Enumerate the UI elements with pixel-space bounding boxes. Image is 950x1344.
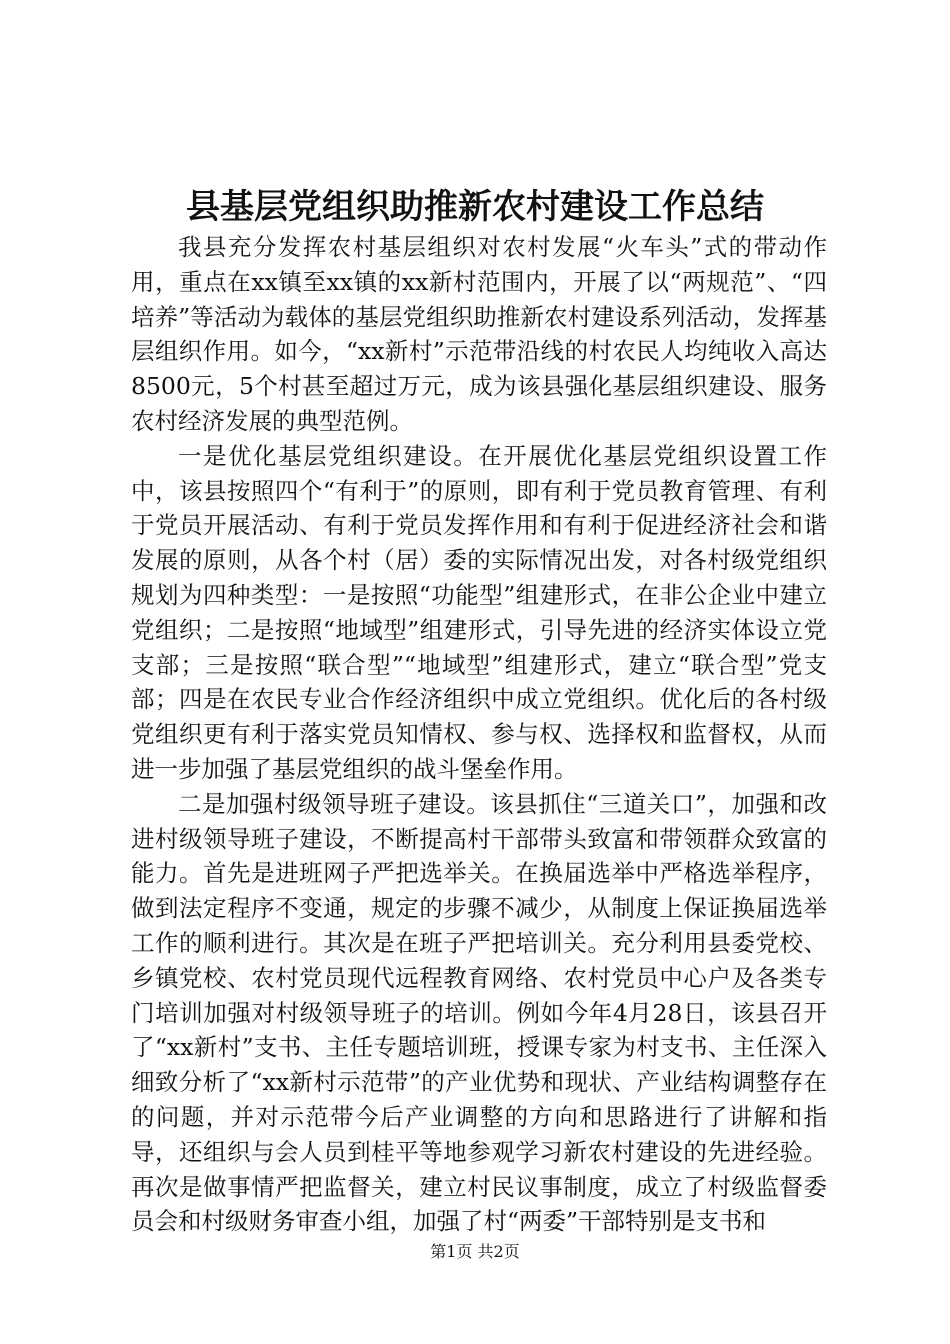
page-footer: 第1页 共2页 [430,1242,520,1261]
document-title: 县基层党组织助推新农村建设工作总结 [186,187,764,227]
paragraph-section-two: 二是加强村级领导班子建设。该县抓住“三道关口”，加强和改进村级领导班子建设，不断提高村干部带头致富和带领群众致富的能力。首先是进班网子严把选举关。在换届选举中严格选举程序，做到法定程序不变通，规定的步骤不减少，从制度上保证换届选举工作的顺利进行。其次是在班子严把培训关。充分利用县委党校、乡镇党校、农村党员现代远程教育网络、农村党员中心户及各类专门培训加强对村级领导班子的培训。例如今年4月28日，该县召开了“xx新村”支书、主任专题培训班，授课专家为村支书、主任深入细致分析了“xx新村示范带”的产业优势和现状、产业结构调整存在的问题，并对示范带今后产业调整的方向和思路进行了讲解和指导，还组织与会人员到桂平等地参观学习新农村建设的先进经验。再次是做事情严把监督关，建立村民议事制度，成立了村级监督委员会和村级财务审查小组，加强了村“两委”干部特别是支书和 [131,789,827,1236]
document-body [131,230,827,1239]
paragraph-section-one: 一是优化基层党组织建设。在开展优化基层党组织设置工作中，该县按照四个“有利于”的原则，即有利于党员教育管理、有利于党员开展活动、有利于党员发挥作用和有利于促进经济社会和谐发展的原则，从各个村（居）委的实际情况出发，对各村级党组织规划为四种类型：一是按照“功能型”组建形式，在非公企业中建立党组织；二是按照“地域型”组建形式，引导先进的经济实体设立党支部；三是按照“联合型”“地域型”组建形式，建立“联合型”党支部；四是在农民专业合作经济组织中成立党组织。优化后的各村级党组织更有利于落实党员知情权、参与权、选择权和监督权，从而进一步加强了基层党组织的战斗堡垒作用。 [131,441,827,783]
paragraph-intro: 我县充分发挥农村基层组织对农村发展“火车头”式的带动作用，重点在xx镇至xx镇的xx新村范围内，开展了以“两规范”、“四培养”等活动为载体的基层党组织助推新农村建设系列活动，发挥基层组织作用。如今，“xx新村”示范带沿线的村农民人均纯收入高达8500元，5个村甚至超过万元，成为该县强化基层组织建设、服务农村经济发展的典型范例。 [131,233,827,435]
